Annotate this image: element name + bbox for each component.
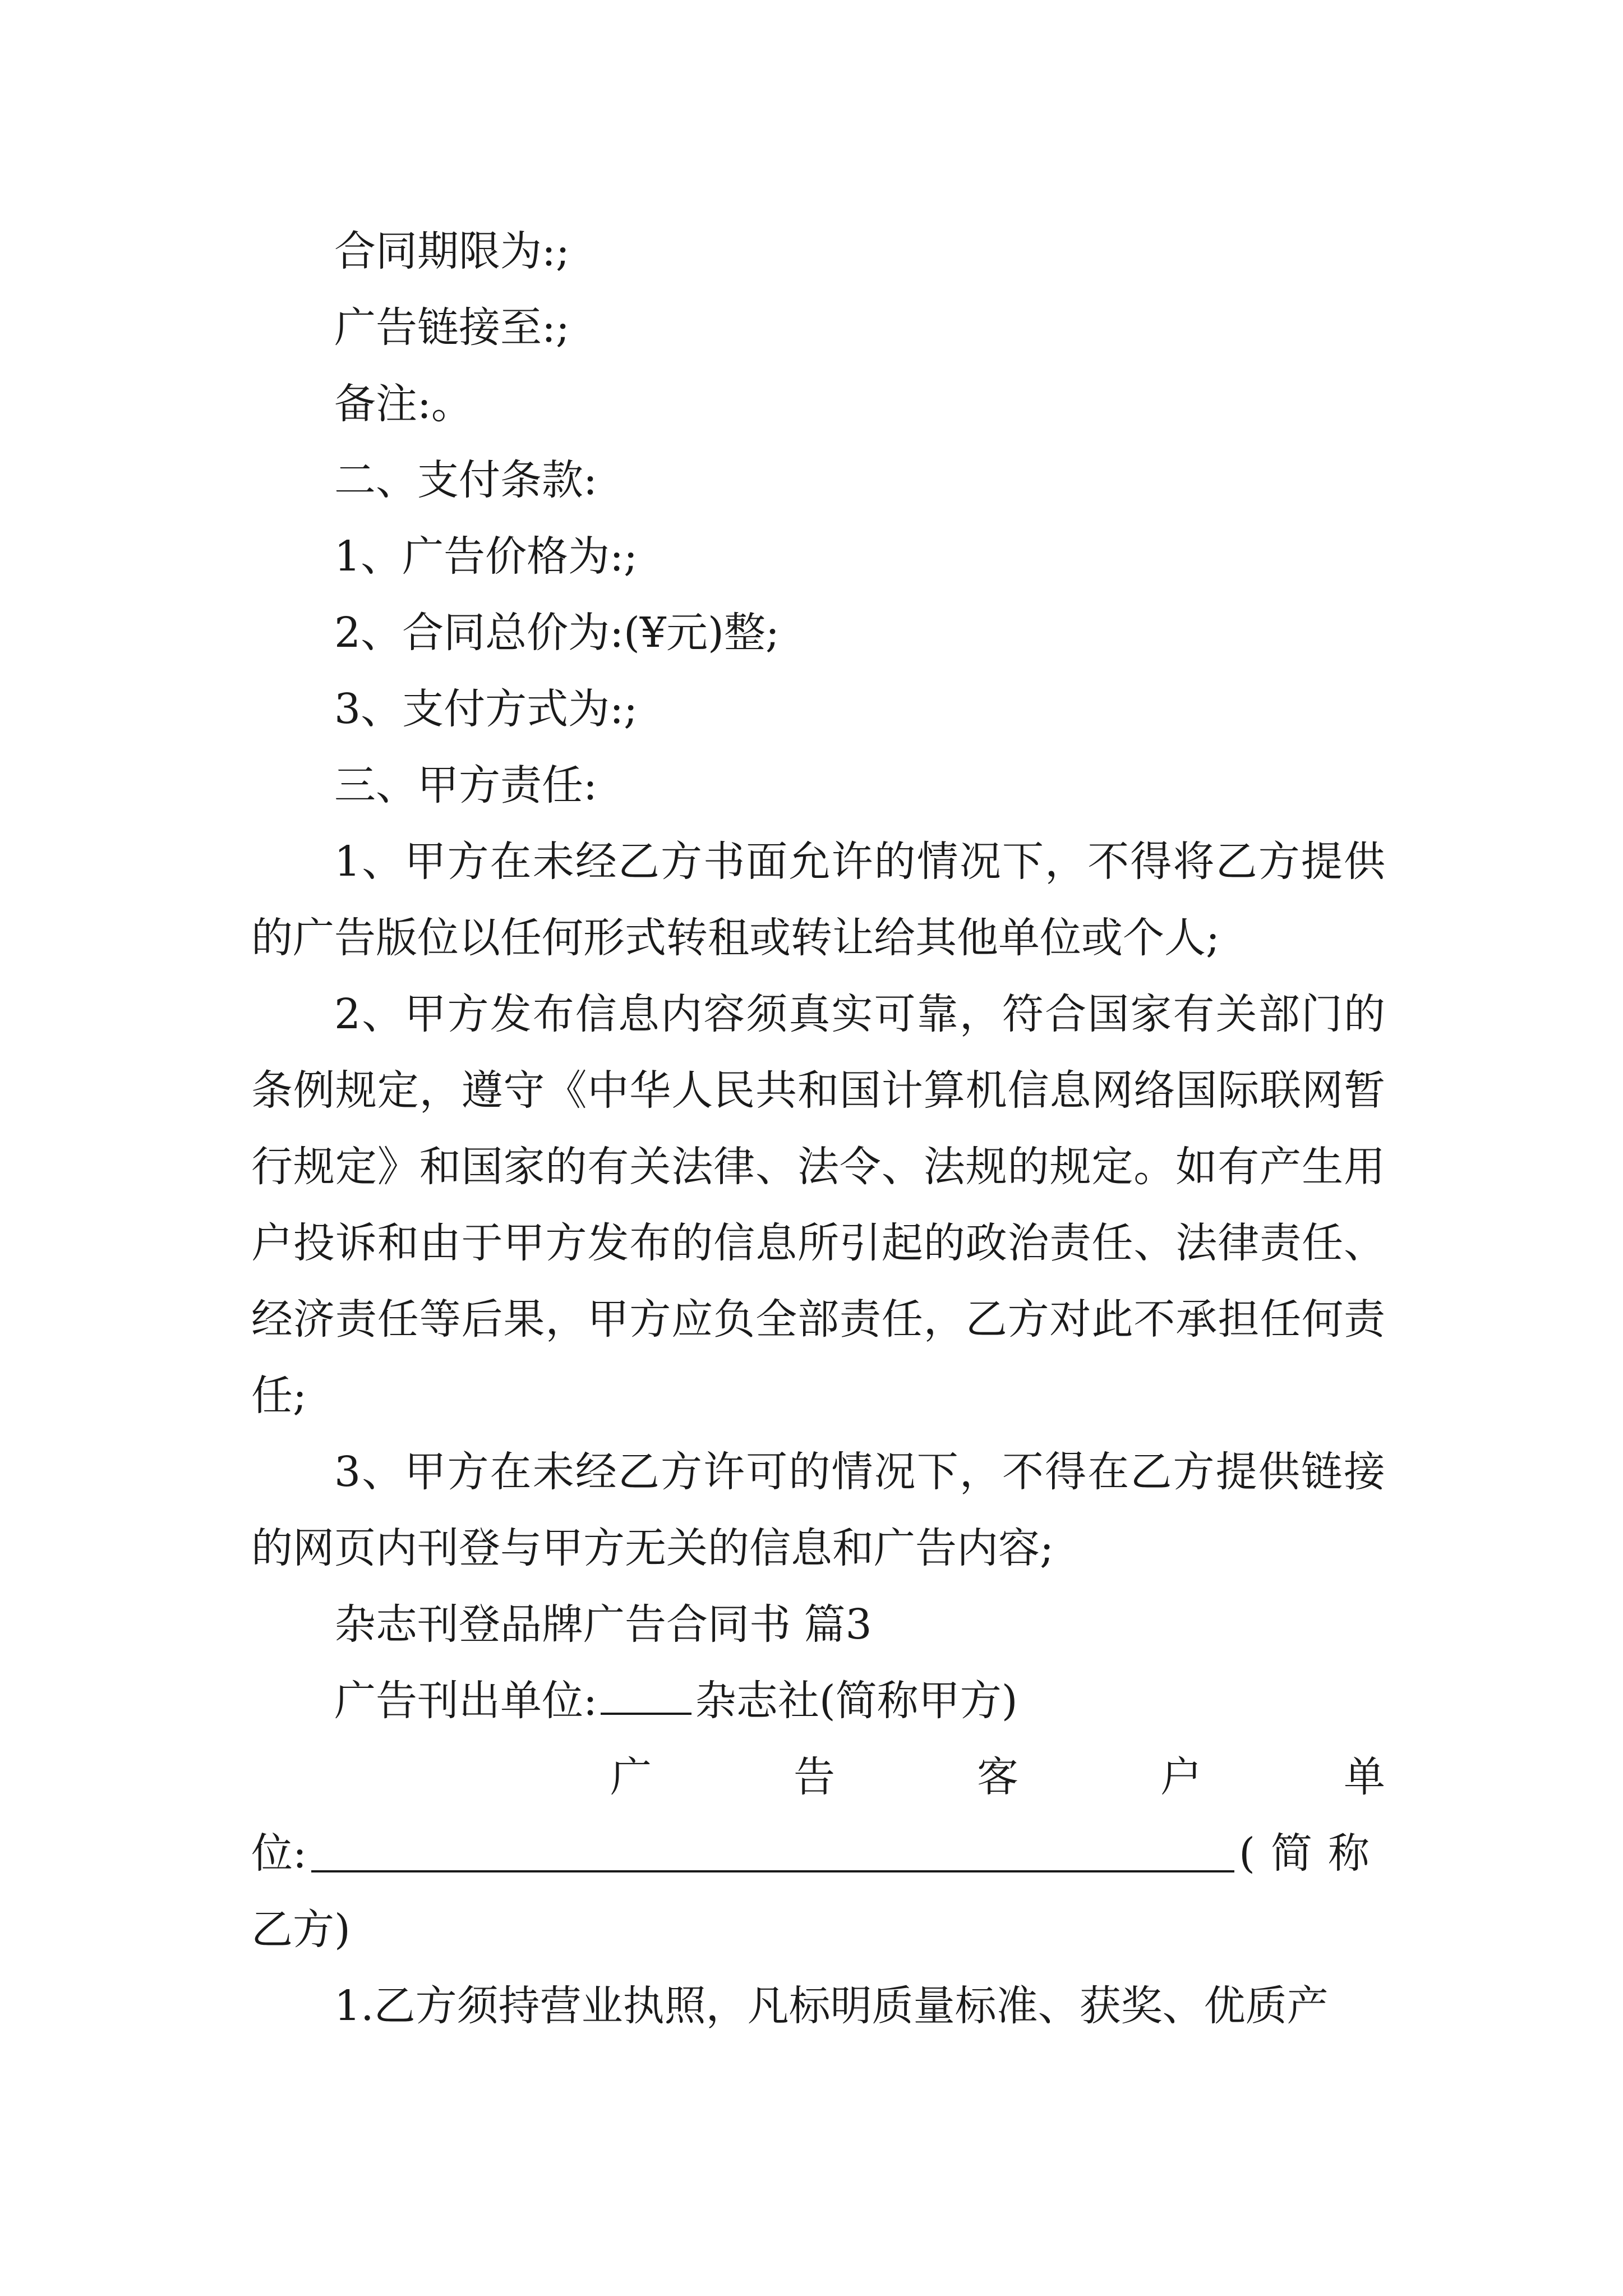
publisher-label: 广告刊出单位:: [334, 1677, 597, 1725]
spread-char: 广: [610, 1753, 652, 1801]
client-blank: [311, 1835, 1234, 1872]
spread-char: 单: [1344, 1753, 1385, 1801]
client-duty-paragraph-1: 1.乙方须持营业执照，凡标明质量标准、获奖、优质产: [334, 1982, 1329, 2030]
ad-price-line: 1、广告价格为:;: [334, 532, 638, 581]
payment-method-line: 3、支付方式为:;: [334, 685, 638, 733]
client-suffix: (简称: [1239, 1829, 1385, 1878]
section-title: 杂志刊登品牌广告合同书 篇3: [334, 1600, 872, 1649]
publisher-blank: [601, 1678, 691, 1715]
duty-paragraph-3: 3、甲方在未经乙方许可的情况下，不得在乙方提供链接的网页内刊登与甲方无关的信息和广告内容;: [251, 1448, 1385, 1572]
party-a-duty-heading: 三、甲方责任:: [334, 761, 597, 809]
client-label-spread: [251, 1739, 1385, 1815]
client-continuation: 乙方): [251, 1906, 351, 1954]
contract-term-line: 合同期限为:;: [334, 227, 570, 275]
document-page: [251, 213, 1385, 2044]
publisher-line: [251, 1663, 1385, 1739]
payment-terms-heading: 二、支付条款:: [334, 456, 597, 504]
spread-char: 告: [794, 1753, 835, 1801]
ad-link-line: 广告链接至:;: [334, 303, 570, 352]
spread-char: 客: [977, 1753, 1018, 1801]
client-label: 位:: [251, 1829, 307, 1878]
publisher-suffix: 杂志社(简称甲方): [694, 1677, 1018, 1725]
client-line: [251, 1815, 1385, 1892]
duty-paragraph-2: 2、甲方发布信息内容须真实可靠，符合国家有关部门的条例规定，遵守《中华人民共和国计算机信息网络国际联网暂行规定》和国家的有关法律、法令、法规的规定。如有产生用户投诉和由于甲方发布的信息所引起的政治责任、法律责任、经济责任等后果，甲方应负全部责任，乙方对此不承担任何责任;: [251, 990, 1385, 1420]
duty-paragraph-1: 1、甲方在未经乙方书面允许的情况下，不得将乙方提供的广告版位以任何形式转租或转让给其他单位或个人;: [251, 838, 1385, 962]
remarks-line: 备注:。: [334, 380, 473, 428]
spread-char: 户: [1160, 1753, 1202, 1801]
total-price-line: 2、合同总价为:(¥元)整;: [334, 609, 780, 657]
